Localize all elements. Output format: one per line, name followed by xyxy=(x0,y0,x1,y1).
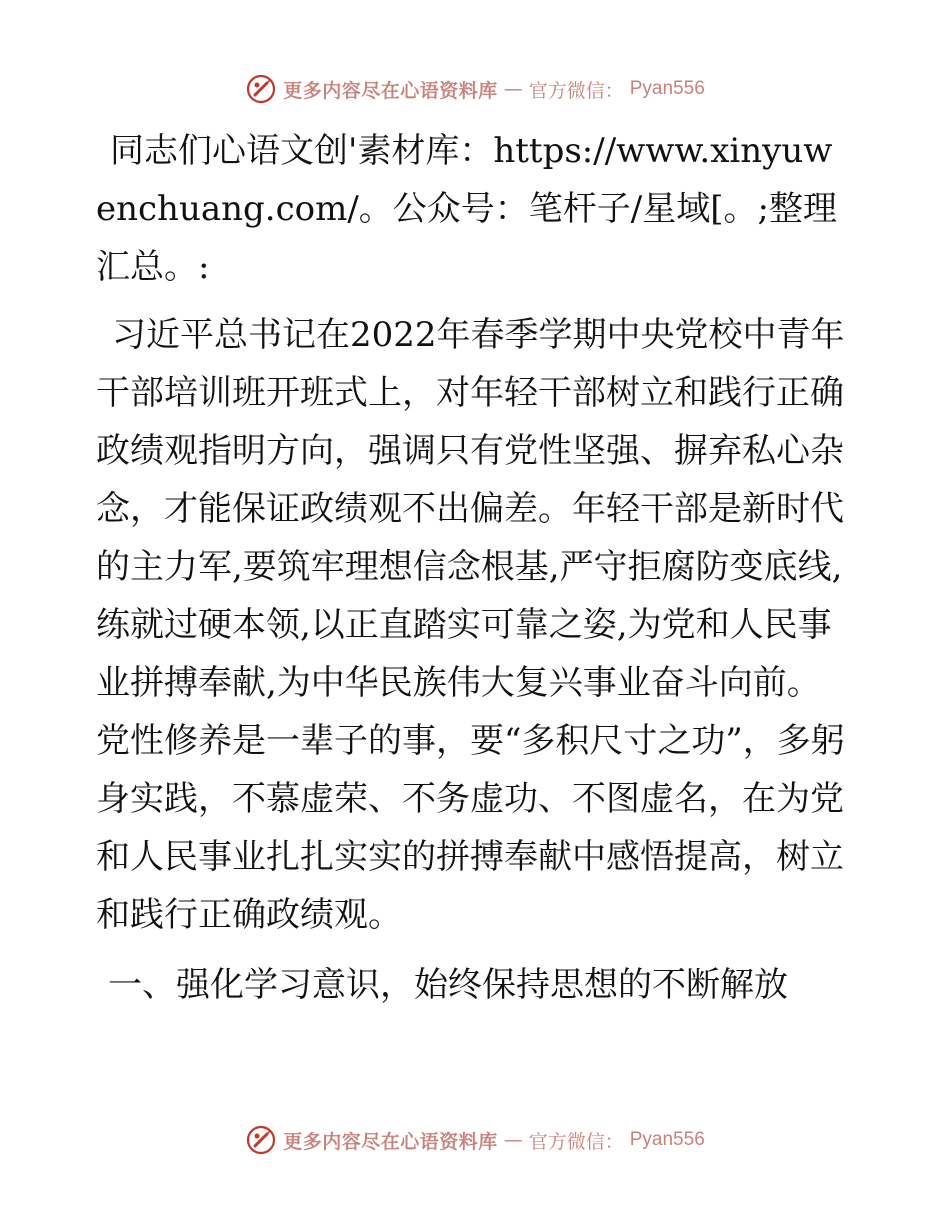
banner-sub-text: 官方微信： xyxy=(528,1130,624,1153)
footer-watermark-banner xyxy=(0,1123,950,1157)
banner-dash: — xyxy=(503,1129,523,1151)
document-body xyxy=(96,122,848,1014)
banner-main-text: 更多内容尽在心语资料库 xyxy=(283,79,498,102)
banner-wechat-id: Pyan556 xyxy=(629,78,705,99)
brand-logo-icon xyxy=(245,1124,277,1156)
banner-main-text: 更多内容尽在心语资料库 xyxy=(283,1130,498,1153)
banner-dash: — xyxy=(503,78,523,100)
header-watermark-banner xyxy=(0,72,950,106)
banner-wechat-id: Pyan556 xyxy=(629,1129,705,1150)
intro-paragraph: 同志们心语文创'素材库：https://www.xinyuwenchuang.com/。公众号：笔杆子/星域[。;整理汇总。: xyxy=(96,131,837,287)
main-paragraph: 习近平总书记在2022年春季学期中央党校中青年干部培训班开班式上，对年轻干部树立和践行正确政绩观指明方向，强调只有党性坚强、摒弃私心杂念，才能保证政绩观不出偏差。年轻干部是新时代的主力军,要筑牢理想信念根基,严守拒腐防变底线,练就过硬本领,以正直踏实可靠之姿,为党和人民事业拼搏奉献,为中华民族伟大复兴事业奋斗向前。党性修养是一辈子的事，要“多积尺寸之功”，多躬身实践，不慕虚荣、不务虚功、不图虚名，在为党和人民事业扎扎实实的拼搏奉献中感悟提高，树立和践行正确政绩观。 xyxy=(96,315,845,935)
banner-sub-text: 官方微信： xyxy=(528,79,624,102)
section-heading: 一、强化学习意识，始终保持思想的不断解放 xyxy=(108,965,788,1005)
brand-logo-icon xyxy=(245,73,277,105)
